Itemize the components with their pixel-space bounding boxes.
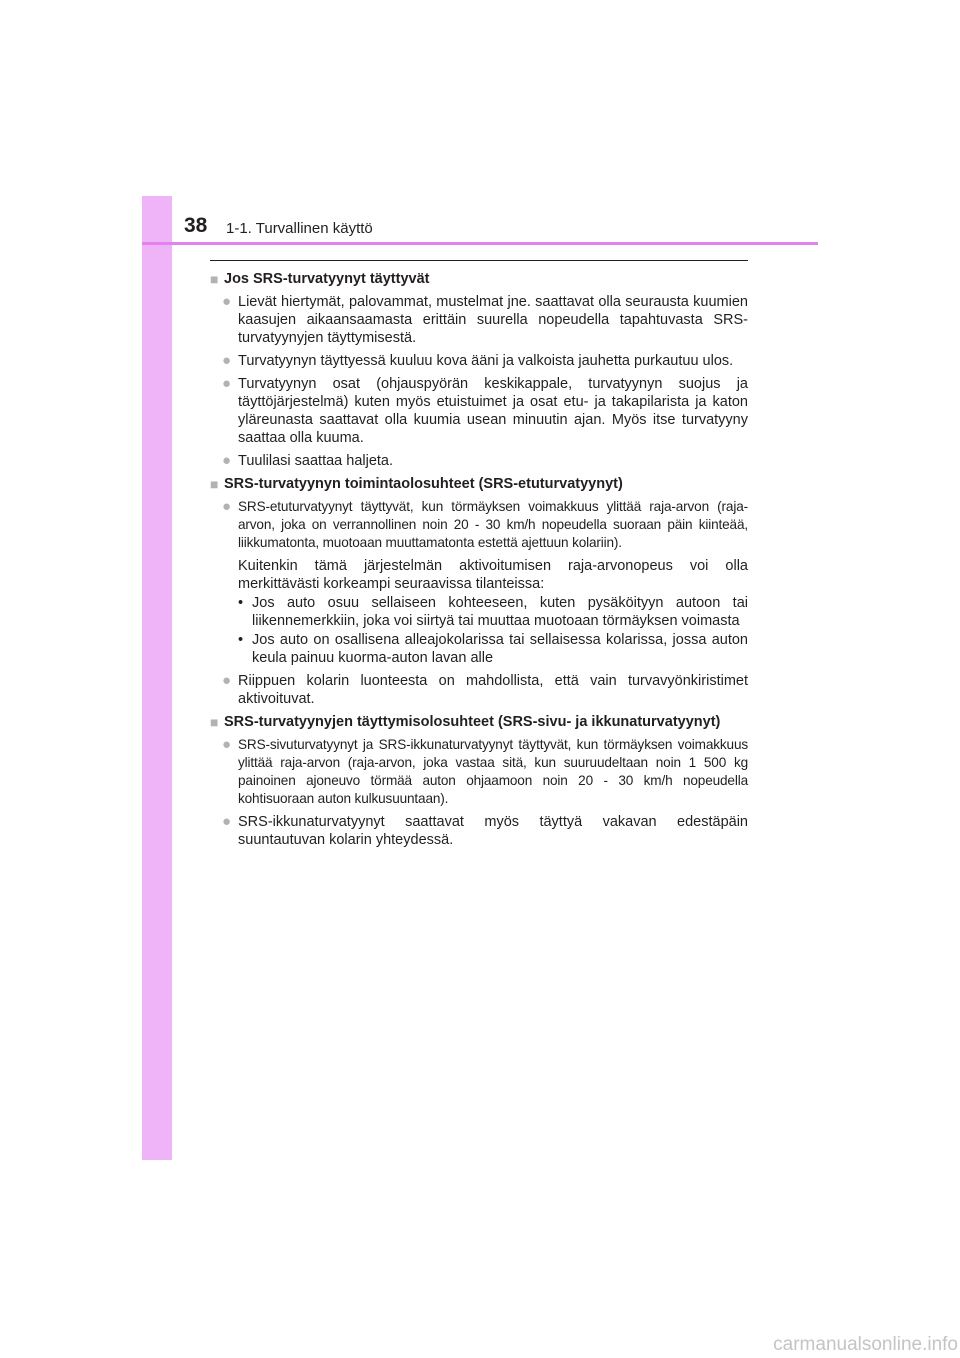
sub-item-text: Jos auto on osallisena alleajokolarissa tai sellaisessa kolarissa, jossa auton keula painuu kuorma-auton lavan alle	[252, 632, 748, 666]
bullet-dot-icon: ●	[222, 736, 232, 753]
bullet-item	[210, 452, 748, 470]
content-rule	[210, 260, 748, 261]
bullet-dot-icon: ●	[222, 452, 232, 469]
sub-item-text: Jos auto osuu sellaiseen kohteeseen, kuten pysäköityyn autoon tai liikennemerkkiin, joka voi siirtyä tai muuttaa muotoaan törmäyksen voimasta	[252, 595, 748, 629]
bullet-dot-icon: ●	[222, 498, 232, 515]
content-body	[210, 265, 748, 849]
bullet-item	[210, 672, 748, 708]
section-title	[210, 270, 748, 288]
section-square-icon: ■	[210, 476, 219, 492]
bullet-item	[210, 498, 748, 552]
sub-list-item	[210, 631, 748, 667]
section-title-text: SRS-turvatyynyn toimintaolosuhteet (SRS-etuturvatyynyt)	[224, 476, 623, 492]
bullet-item	[210, 736, 748, 808]
sidebar-color-band	[142, 196, 172, 1160]
bullet-text: SRS-ikkunaturvatyynyt saattavat myös täyttyä vakavan edestäpäin suuntautuvan kolarin yhteydessä.	[238, 814, 748, 848]
watermark-link[interactable]: carmanualsonline.info	[773, 1334, 958, 1355]
bullet-dot-icon: ●	[222, 813, 232, 830]
page-number: 38	[184, 214, 208, 237]
bullet-item	[210, 352, 748, 370]
bullet-text: Turvatyynyn täyttyessä kuuluu kova ääni ja valkoista jauhetta purkautuu ulos.	[238, 353, 734, 369]
bullet-dot-icon: ●	[222, 293, 232, 310]
bullet-text: Lievät hiertymät, palovammat, mustelmat jne. saattavat olla seurausta kuumien kaasujen aikaansaamasta erittäin suurella nopeudella tapahtuvasta SRS-turvatyynyjen täyttymisestä.	[238, 294, 748, 346]
section-title-text: Jos SRS-turvatyynyt täyttyvät	[224, 271, 430, 287]
section-title	[210, 713, 748, 731]
section-square-icon: ■	[210, 271, 219, 287]
bullet-text: Tuulilasi saattaa haljeta.	[238, 453, 394, 469]
bullet-item	[210, 375, 748, 447]
bullet-text: SRS-sivuturvatyynyt ja SRS-ikkunaturvatyynyt täyttyvät, kun törmäyksen voimakkuus ylittää raja-arvon (raja-arvon, joka vastaa sitä, kun suuruudeltaan noin 1 500 kg painoinen ajoneuvo törmää auton ohjaamoon noin 20 - 30 km/h nopeudella kohtisuoraan auton kulkusuuntaan).	[238, 737, 748, 806]
bullet-dot-icon: ●	[222, 352, 232, 369]
sub-bullet-marker: •	[238, 632, 244, 648]
section-title-text: SRS-turvatyynyjen täyttymisolosuhteet (SRS-sivu- ja ikkunaturvatyynyt)	[224, 714, 721, 730]
running-head: 1-1. Turvallinen käyttö	[226, 220, 373, 237]
bullet-text: Riippuen kolarin luonteesta on mahdollista, että vain turvavyönkiristimet aktivoituvat.	[238, 673, 748, 707]
sub-bullet-marker: •	[238, 595, 244, 611]
bullet-dot-icon: ●	[222, 672, 232, 689]
section-square-icon: ■	[210, 714, 219, 730]
bullet-item	[210, 813, 748, 849]
bullet-dot-icon: ●	[222, 375, 232, 392]
bullet-item	[210, 293, 748, 347]
bullet-text: SRS-etuturvatyynyt täyttyvät, kun törmäyksen voimakkuus ylittää raja-arvon (raja-arvon, joka on verrannollinen noin 20 - 30 km/h nopeudella suoraan päin kiinteää, liikkumatonta, muotoaan muuttamatonta estettä ajettuun kolariin).	[238, 499, 748, 550]
header-rule	[142, 242, 818, 245]
sub-list-item	[210, 594, 748, 630]
section-title	[210, 475, 748, 493]
sub-paragraph: Kuitenkin tämä järjestelmän aktivoitumisen raja-arvonopeus voi olla merkittävästi korkeampi seuraavissa tilanteissa:	[238, 558, 748, 592]
bullet-text: Turvatyynyn osat (ohjauspyörän keskikappale, turvatyynyn suojus ja täyttöjärjestelmä) kuten myös etuistuimet ja osat etu- ja takapilarista ja katon yläreunasta saattavat olla kuumia usean minuutin ajan. Myös itse turvatyyny saattaa olla kuuma.	[238, 376, 748, 446]
